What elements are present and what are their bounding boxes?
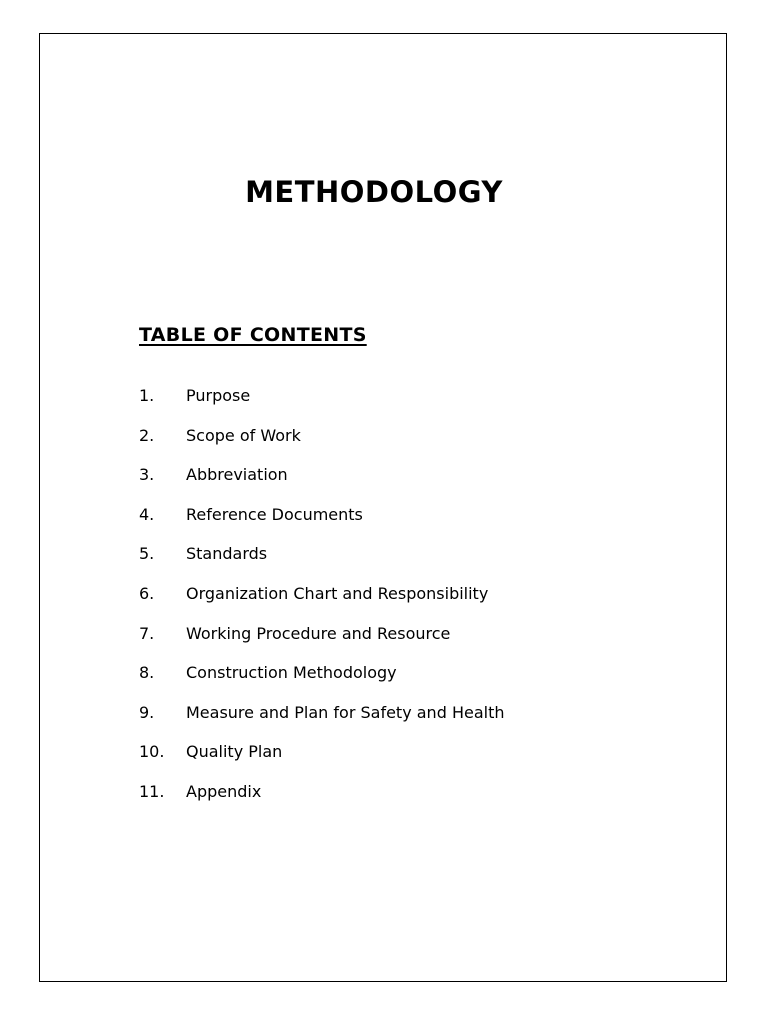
toc-item-number: 6. xyxy=(139,583,155,603)
toc-item-number: 9. xyxy=(139,702,155,722)
toc-item-label: Measure and Plan for Safety and Health xyxy=(186,702,505,722)
toc-item-scope-of-work xyxy=(139,423,504,463)
toc-item-label: Construction Methodology xyxy=(186,663,397,683)
toc-item-abbreviation xyxy=(139,462,504,502)
toc-item-reference-documents xyxy=(139,502,504,542)
toc-item-label: Working Procedure and Resource xyxy=(186,623,451,643)
toc-item-number: 10. xyxy=(139,742,165,762)
toc-item-number: 8. xyxy=(139,663,155,683)
toc-item-number: 4. xyxy=(139,504,155,524)
toc-item-label: Purpose xyxy=(186,386,251,405)
toc-item-label: Appendix xyxy=(186,781,262,801)
document-title: METHODOLOGY xyxy=(245,175,503,209)
toc-item-number: 7. xyxy=(139,623,155,643)
toc-item-label: Reference Documents xyxy=(186,504,363,524)
toc-item-working-procedure xyxy=(139,621,504,661)
toc-item-label: Quality Plan xyxy=(186,742,283,762)
toc-item-number: 2. xyxy=(139,425,155,445)
toc-list xyxy=(139,383,504,819)
toc-heading: TABLE OF CONTENTS xyxy=(139,324,367,346)
toc-item-purpose xyxy=(139,383,504,423)
toc-item-number: 11. xyxy=(139,781,165,801)
toc-item-number: 3. xyxy=(139,465,155,485)
toc-item-quality-plan xyxy=(139,739,504,779)
toc-item-safety-and-health xyxy=(139,700,504,740)
toc-item-number: 1. xyxy=(139,386,155,405)
toc-item-construction-methodology xyxy=(139,660,504,700)
toc-item-label: Organization Chart and Responsibility xyxy=(186,583,489,603)
toc-item-appendix xyxy=(139,779,504,819)
toc-item-label: Scope of Work xyxy=(186,425,301,445)
toc-item-number: 5. xyxy=(139,544,155,564)
toc-item-standards xyxy=(139,541,504,581)
toc-item-label: Standards xyxy=(186,544,268,564)
toc-item-label: Abbreviation xyxy=(186,465,288,485)
toc-item-organization-chart xyxy=(139,581,504,621)
